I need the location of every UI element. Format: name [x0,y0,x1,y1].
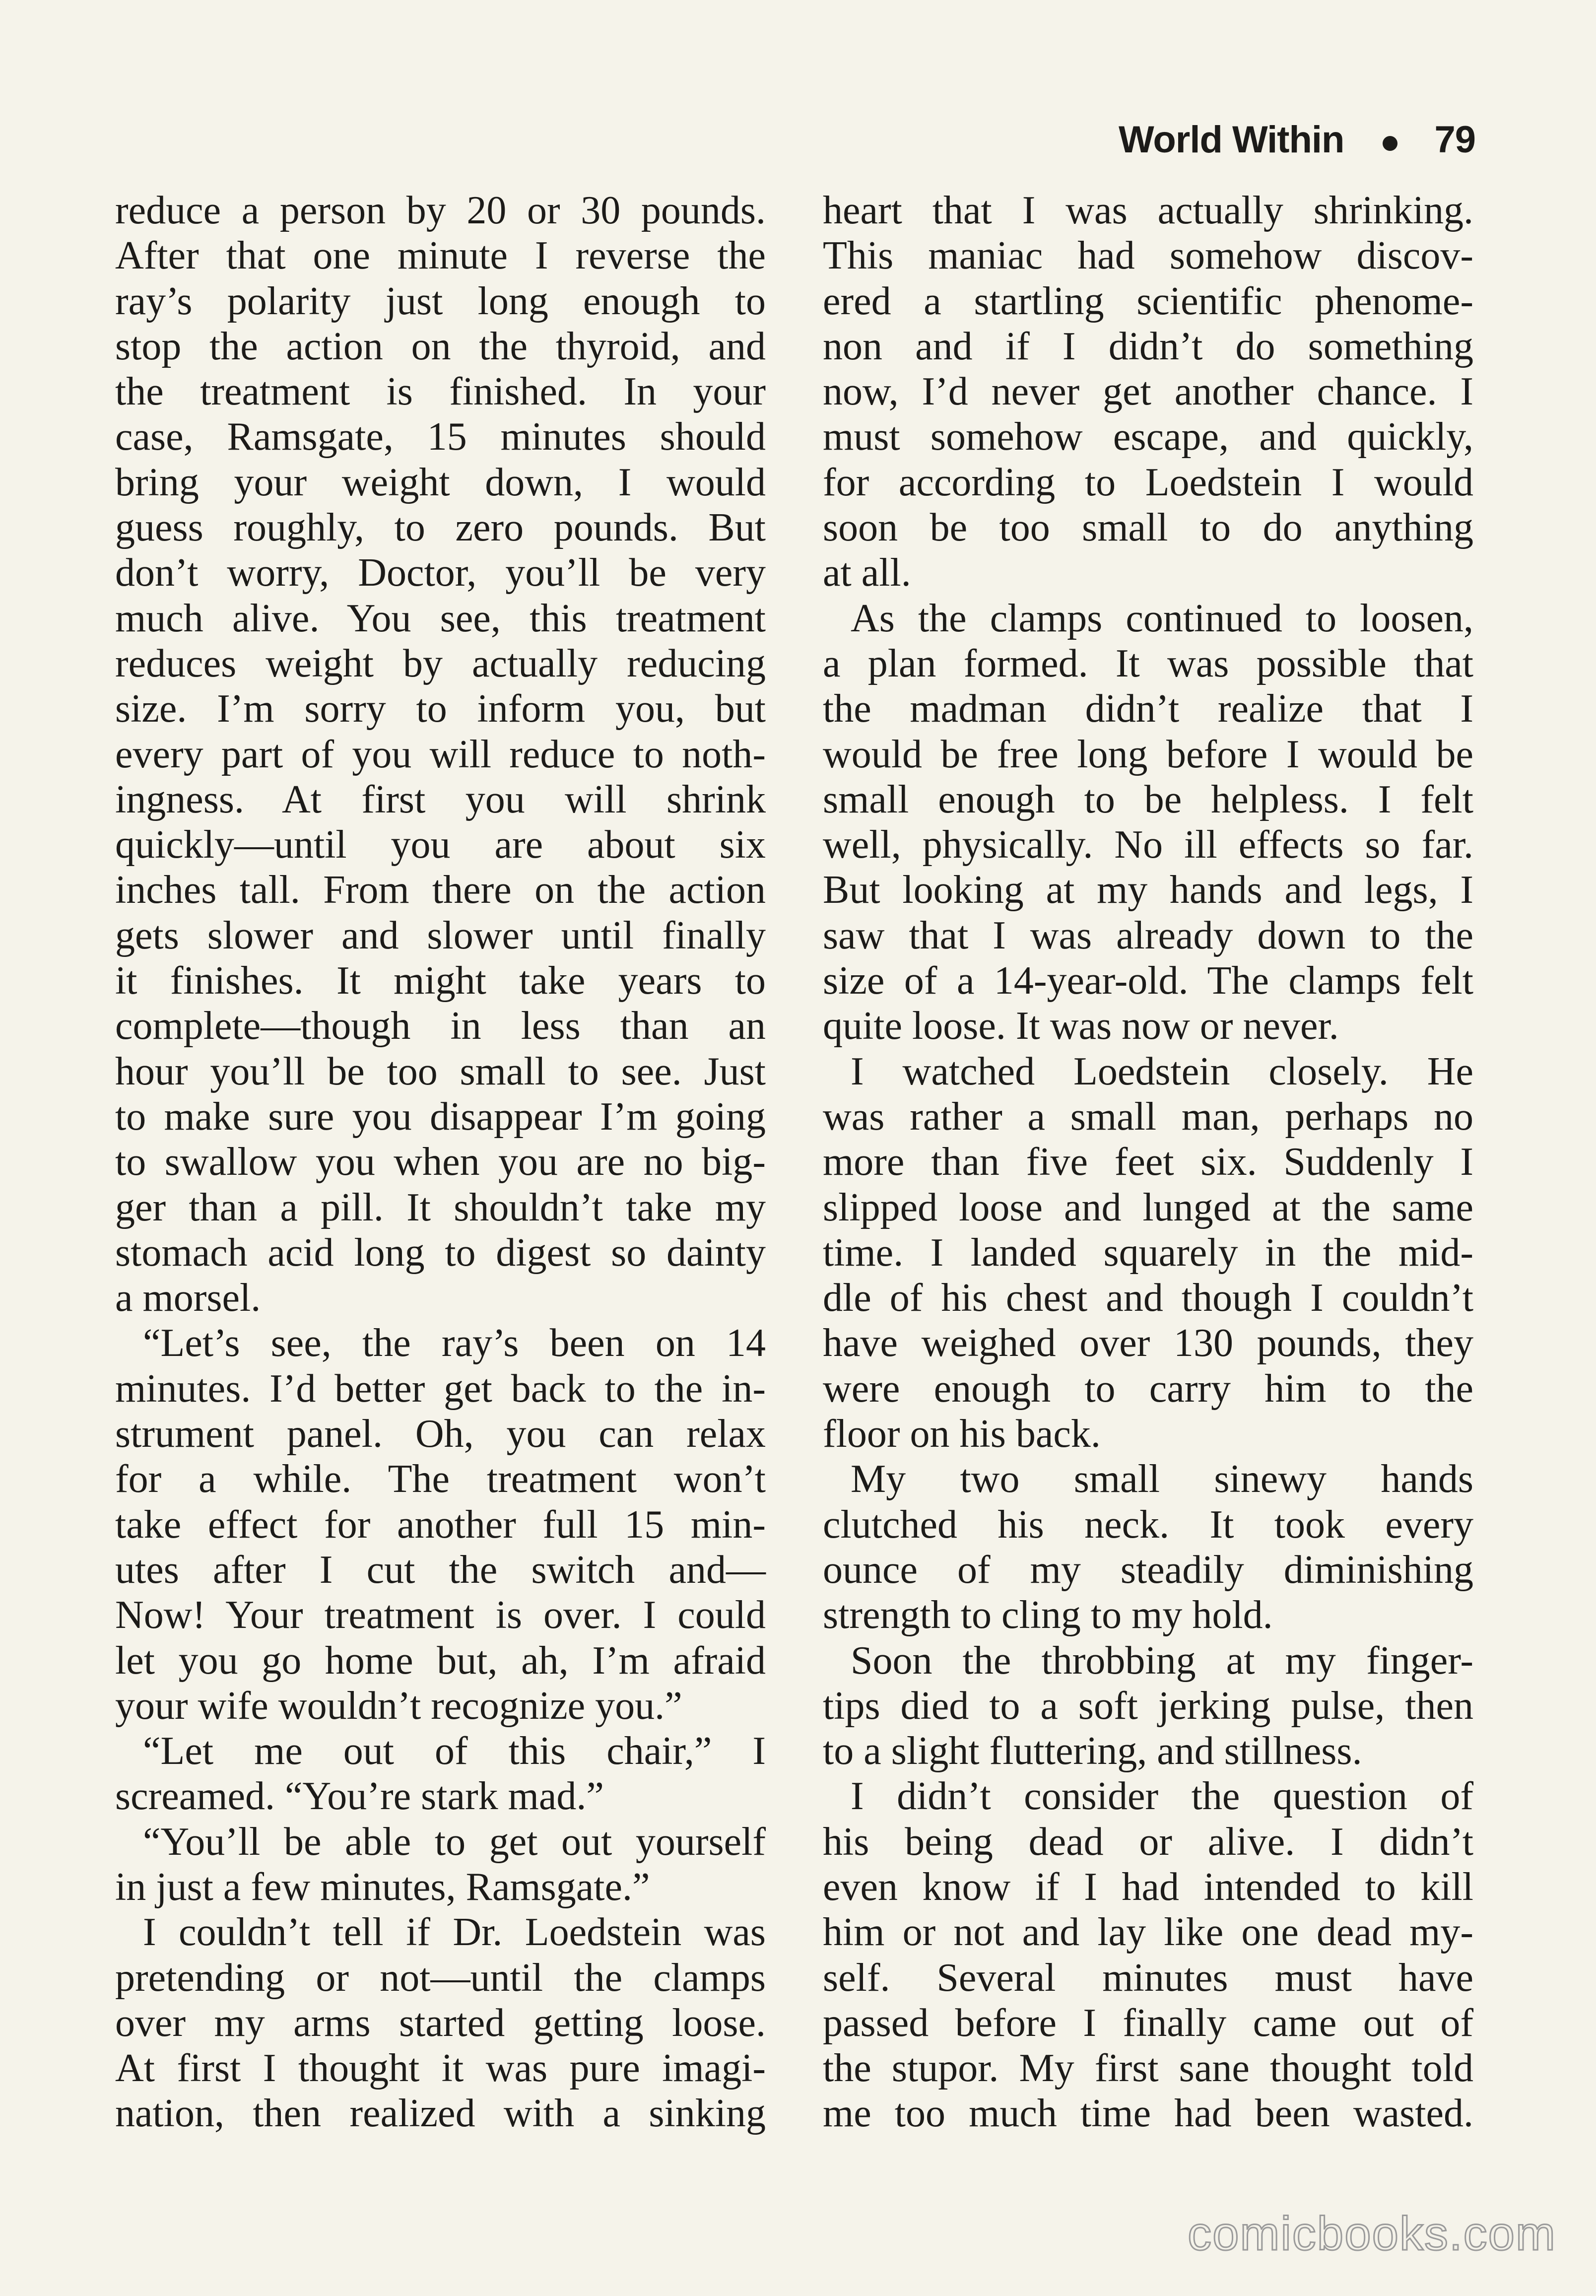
text-line: soon be too small to do anything [823,506,1473,550]
text-line: Now! Your treatment is over. I could [115,1593,766,1637]
text-line: Soon the throbbing at my finger- [851,1638,1473,1683]
text-line: gets slower and slower until finally [115,913,766,957]
text-line: a morsel. [115,1276,261,1320]
text-line: strength to cling to my hold. [823,1593,1273,1637]
text-line: dle of his chest and though I couldn’t [823,1276,1473,1320]
text-line: it finishes. It might take years to [115,959,766,1003]
text-line: size. I’m sorry to inform you, but [115,687,766,731]
text-line: hour you’ll be too small to see. Just [115,1049,766,1093]
text-line: in just a few minutes, Ramsgate.” [115,1865,650,1909]
text-line: a plan formed. It was possible that [823,641,1473,685]
text-line: ounce of my steadily diminishing [823,1548,1473,1592]
text-line: reduce a person by 20 or 30 pounds. [115,189,766,232]
text-line: were enough to carry him to the [823,1366,1473,1411]
running-title: World Within [1118,118,1344,161]
text-line: nation, then realized with a sinking [115,2092,766,2136]
text-line: ered a startling scientific phenome- [823,279,1473,323]
text-line: stop the action on the thyroid, and [115,324,766,368]
text-line: take effect for another full 15 min- [115,1502,766,1547]
text-line: minutes. I’d better get back to the in- [115,1366,766,1411]
text-line: As the clamps continued to loosen, [851,596,1473,640]
bullet-separator [1383,136,1397,151]
text-line: have weighed over 130 pounds, they [823,1321,1473,1365]
left-column-text [115,188,766,2137]
text-line: passed before I finally came out of [823,2001,1473,2045]
text-line: guess roughly, to zero pounds. But [115,506,766,550]
text-line: don’t worry, Doctor, you’ll be very [115,551,766,595]
text-line: floor on his back. [823,1412,1101,1456]
text-line: would be free long before I would be [823,732,1473,776]
text-line: for according to Loedstein I would [823,460,1473,504]
text-line: I watched Loedstein closely. He [851,1049,1473,1093]
page-header [1119,112,1475,167]
text-line: at all. [823,551,911,595]
text-line: clutched his neck. It took every [823,1502,1473,1547]
text-line: non and if I didn’t do something [823,324,1473,368]
text-line: for a while. The treatment won’t [115,1457,766,1501]
text-line: “Let me out of this chair,” I [143,1729,766,1773]
text-line: stomach acid long to digest so dainty [115,1230,766,1275]
text-line: ray’s polarity just long enough to [115,279,766,323]
text-line: your wife wouldn’t recognize you.” [115,1684,682,1728]
text-line: to a slight fluttering, and stillness. [823,1729,1362,1773]
text-line: now, I’d never get another chance. I [823,370,1473,414]
text-line: much alive. You see, this treatment [115,596,766,640]
text-line: tips died to a soft jerking pulse, then [823,1684,1473,1728]
text-line: screamed. “You’re stark mad.” [115,1774,604,1819]
right-column [823,188,1473,2137]
text-line: the treatment is finished. In your [115,370,766,414]
text-line: But looking at my hands and legs, I [823,868,1473,912]
text-line: complete—though in less than an [115,1004,766,1048]
text-line: saw that I was already down to the [823,913,1473,957]
text-line: the madman didn’t realize that I [823,687,1473,731]
text-line: I couldn’t tell if Dr. Loedstein was [143,1910,766,1955]
text-line: ger than a pill. It shouldn’t take my [115,1185,766,1229]
text-line: quite loose. It was now or never. [823,1004,1339,1048]
text-line: every part of you will reduce to noth- [115,732,766,776]
text-line: slipped loose and lunged at the same [823,1185,1473,1229]
text-line: reduces weight by actually reducing [115,641,766,685]
text-line: size of a 14-year-old. The clamps felt [823,959,1473,1003]
text-line: must somehow escape, and quickly, [823,415,1473,459]
text-line: time. I landed squarely in the mid- [823,1230,1473,1275]
text-line: “You’ll be able to get out yourself [143,1820,766,1864]
text-line: case, Ramsgate, 15 minutes should [115,415,766,459]
page-number: 79 [1434,118,1475,161]
right-column-text [823,188,1473,2137]
text-line: After that one minute I reverse the [115,234,766,278]
text-line: small enough to be helpless. I felt [823,777,1473,821]
left-column [115,188,766,2137]
text-line: even know if I had intended to kill [823,1865,1473,1909]
text-line: him or not and lay like one dead my- [823,1910,1473,1955]
text-line: to make sure you disappear I’m going [115,1094,766,1139]
text-line: heart that I was actually shrinking. [823,189,1473,232]
text-line: utes after I cut the switch and— [115,1548,766,1592]
text-line: to swallow you when you are no big- [115,1140,766,1184]
text-line: My two small sinewy hands [851,1457,1473,1501]
text-line: I didn’t consider the question of [851,1774,1473,1819]
text-line: pretending or not—until the clamps [115,1956,766,2000]
site-watermark: comicbooks.com [1188,2207,1556,2260]
text-line: over my arms started getting loose. [115,2001,766,2045]
text-line: “Let’s see, the ray’s been on 14 [143,1321,766,1365]
text-line: quickly—until you are about six [115,823,766,867]
text-line: self. Several minutes must have [823,1956,1473,2000]
text-line: me too much time had been wasted. [823,2092,1473,2136]
text-line: his being dead or alive. I didn’t [823,1820,1473,1864]
text-line: ingness. At first you will shrink [115,777,766,821]
text-line: This maniac had somehow discov- [823,234,1473,278]
text-line: well, physically. No ill effects so far. [823,823,1473,867]
text-line: At first I thought it was pure imagi- [115,2046,766,2091]
text-line: let you go home but, ah, I’m afraid [115,1638,766,1683]
text-line: was rather a small man, perhaps no [823,1094,1473,1139]
text-line: the stupor. My first sane thought told [823,2046,1473,2091]
text-line: strument panel. Oh, you can relax [115,1412,766,1456]
text-line: inches tall. From there on the action [115,868,766,912]
text-line: bring your weight down, I would [115,460,766,504]
text-line: more than five feet six. Suddenly I [823,1140,1473,1184]
